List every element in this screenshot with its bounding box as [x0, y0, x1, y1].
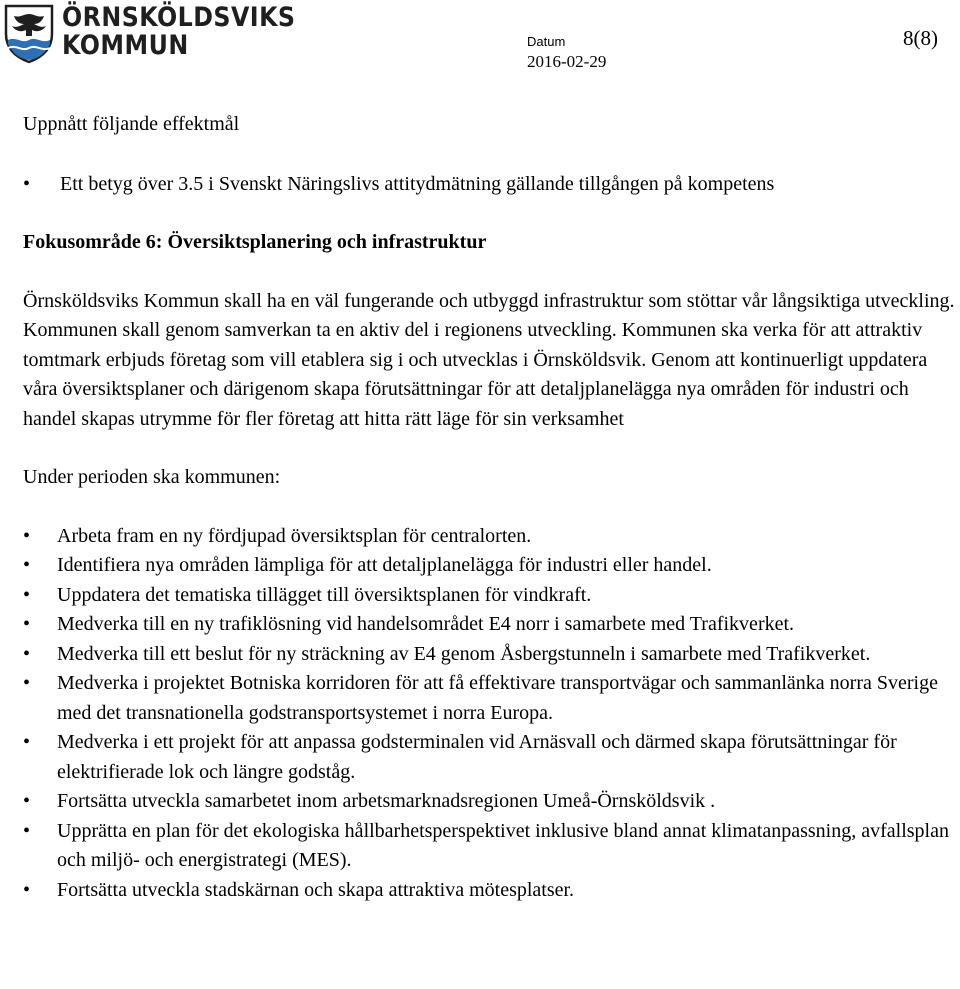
date-value: 2016-02-29	[527, 52, 607, 71]
list-item: • Medverka till en ny trafiklösning vid handelsområdet E4 norr i samarbete med Trafikverket.	[23, 610, 958, 640]
page-header	[0, 0, 960, 80]
logo-text-line1: ÖRNSKÖLDSVIKS	[62, 2, 296, 33]
logo-text-line2: KOMMUN	[62, 30, 189, 61]
effect-goal-list	[23, 170, 958, 200]
list-item: • Arbeta fram en ny fördjupad översiktsplan för centralorten.	[23, 522, 958, 552]
list-item: • Medverka i projektet Botniska korridoren för att få effektivare transportvägar och sammanlänka norra Sverige med det transnationella godstransportsystemet i norra Europa.	[23, 669, 958, 728]
list-item: • Ett betyg över 3.5 i Svenskt Näringslivs attitydmätning gällande tillgången på kompetens	[23, 170, 958, 200]
list-item: • Fortsätta utveckla samarbetet inom arbetsmarknadsregionen Umeå-Örnsköldsvik .	[23, 787, 958, 817]
document-body	[23, 110, 958, 905]
list-item: • Upprätta en plan för det ekologiska hållbarhetsperspektivet inklusive bland annat klimatanpassning, avfallsplan och miljö- och energistrategi (MES).	[23, 817, 958, 876]
list-item: • Uppdatera det tematiska tillägget till översiktsplanen för vindkraft.	[23, 581, 958, 611]
period-action-list	[23, 522, 958, 906]
date-label: Datum	[527, 34, 566, 49]
focus-area-paragraph: Örnsköldsviks Kommun skall ha en väl fungerande och utbyggd infrastruktur som stöttar vår långsiktiga utveckling. Kommunen skall genom samverkan ta en aktiv del i regionens utveckling. Kommunen ska verka för att attraktiv tomtmark erbjuds företag som vill etablera sig i och utvecklas i Örnsköldsvik. Genom att kontinuerligt uppdatera våra översiktsplaner och därigenom skapa förutsättningar för att detaljplanelägga nya områden för industri och handel skapas utrymme för fler företag att hitta rätt läge för sin verksamhet	[23, 289, 955, 430]
period-heading: Under perioden ska kommunen:	[23, 466, 281, 488]
effect-goal-heading: Uppnått följande effektmål	[23, 113, 240, 135]
page-number: 8(8)	[903, 26, 938, 50]
list-item: • Medverka till ett beslut för ny sträckning av E4 genom Åsbergstunneln i samarbete med Trafikverket.	[23, 640, 958, 670]
list-item: • Identifiera nya områden lämpliga för att detaljplanelägga för industri eller handel.	[23, 551, 958, 581]
municipality-logo	[4, 4, 327, 66]
municipal-crest-icon	[4, 4, 54, 64]
focus-area-heading: Fokusområde 6: Översiktsplanering och infrastruktur	[23, 231, 487, 253]
list-item: • Fortsätta utveckla stadskärnan och skapa attraktiva mötesplatser.	[23, 876, 958, 906]
list-item: • Medverka i ett projekt för att anpassa godsterminalen vid Arnäsvall och därmed skapa förutsättningar för elektrifierade lok och längre godståg.	[23, 728, 958, 787]
